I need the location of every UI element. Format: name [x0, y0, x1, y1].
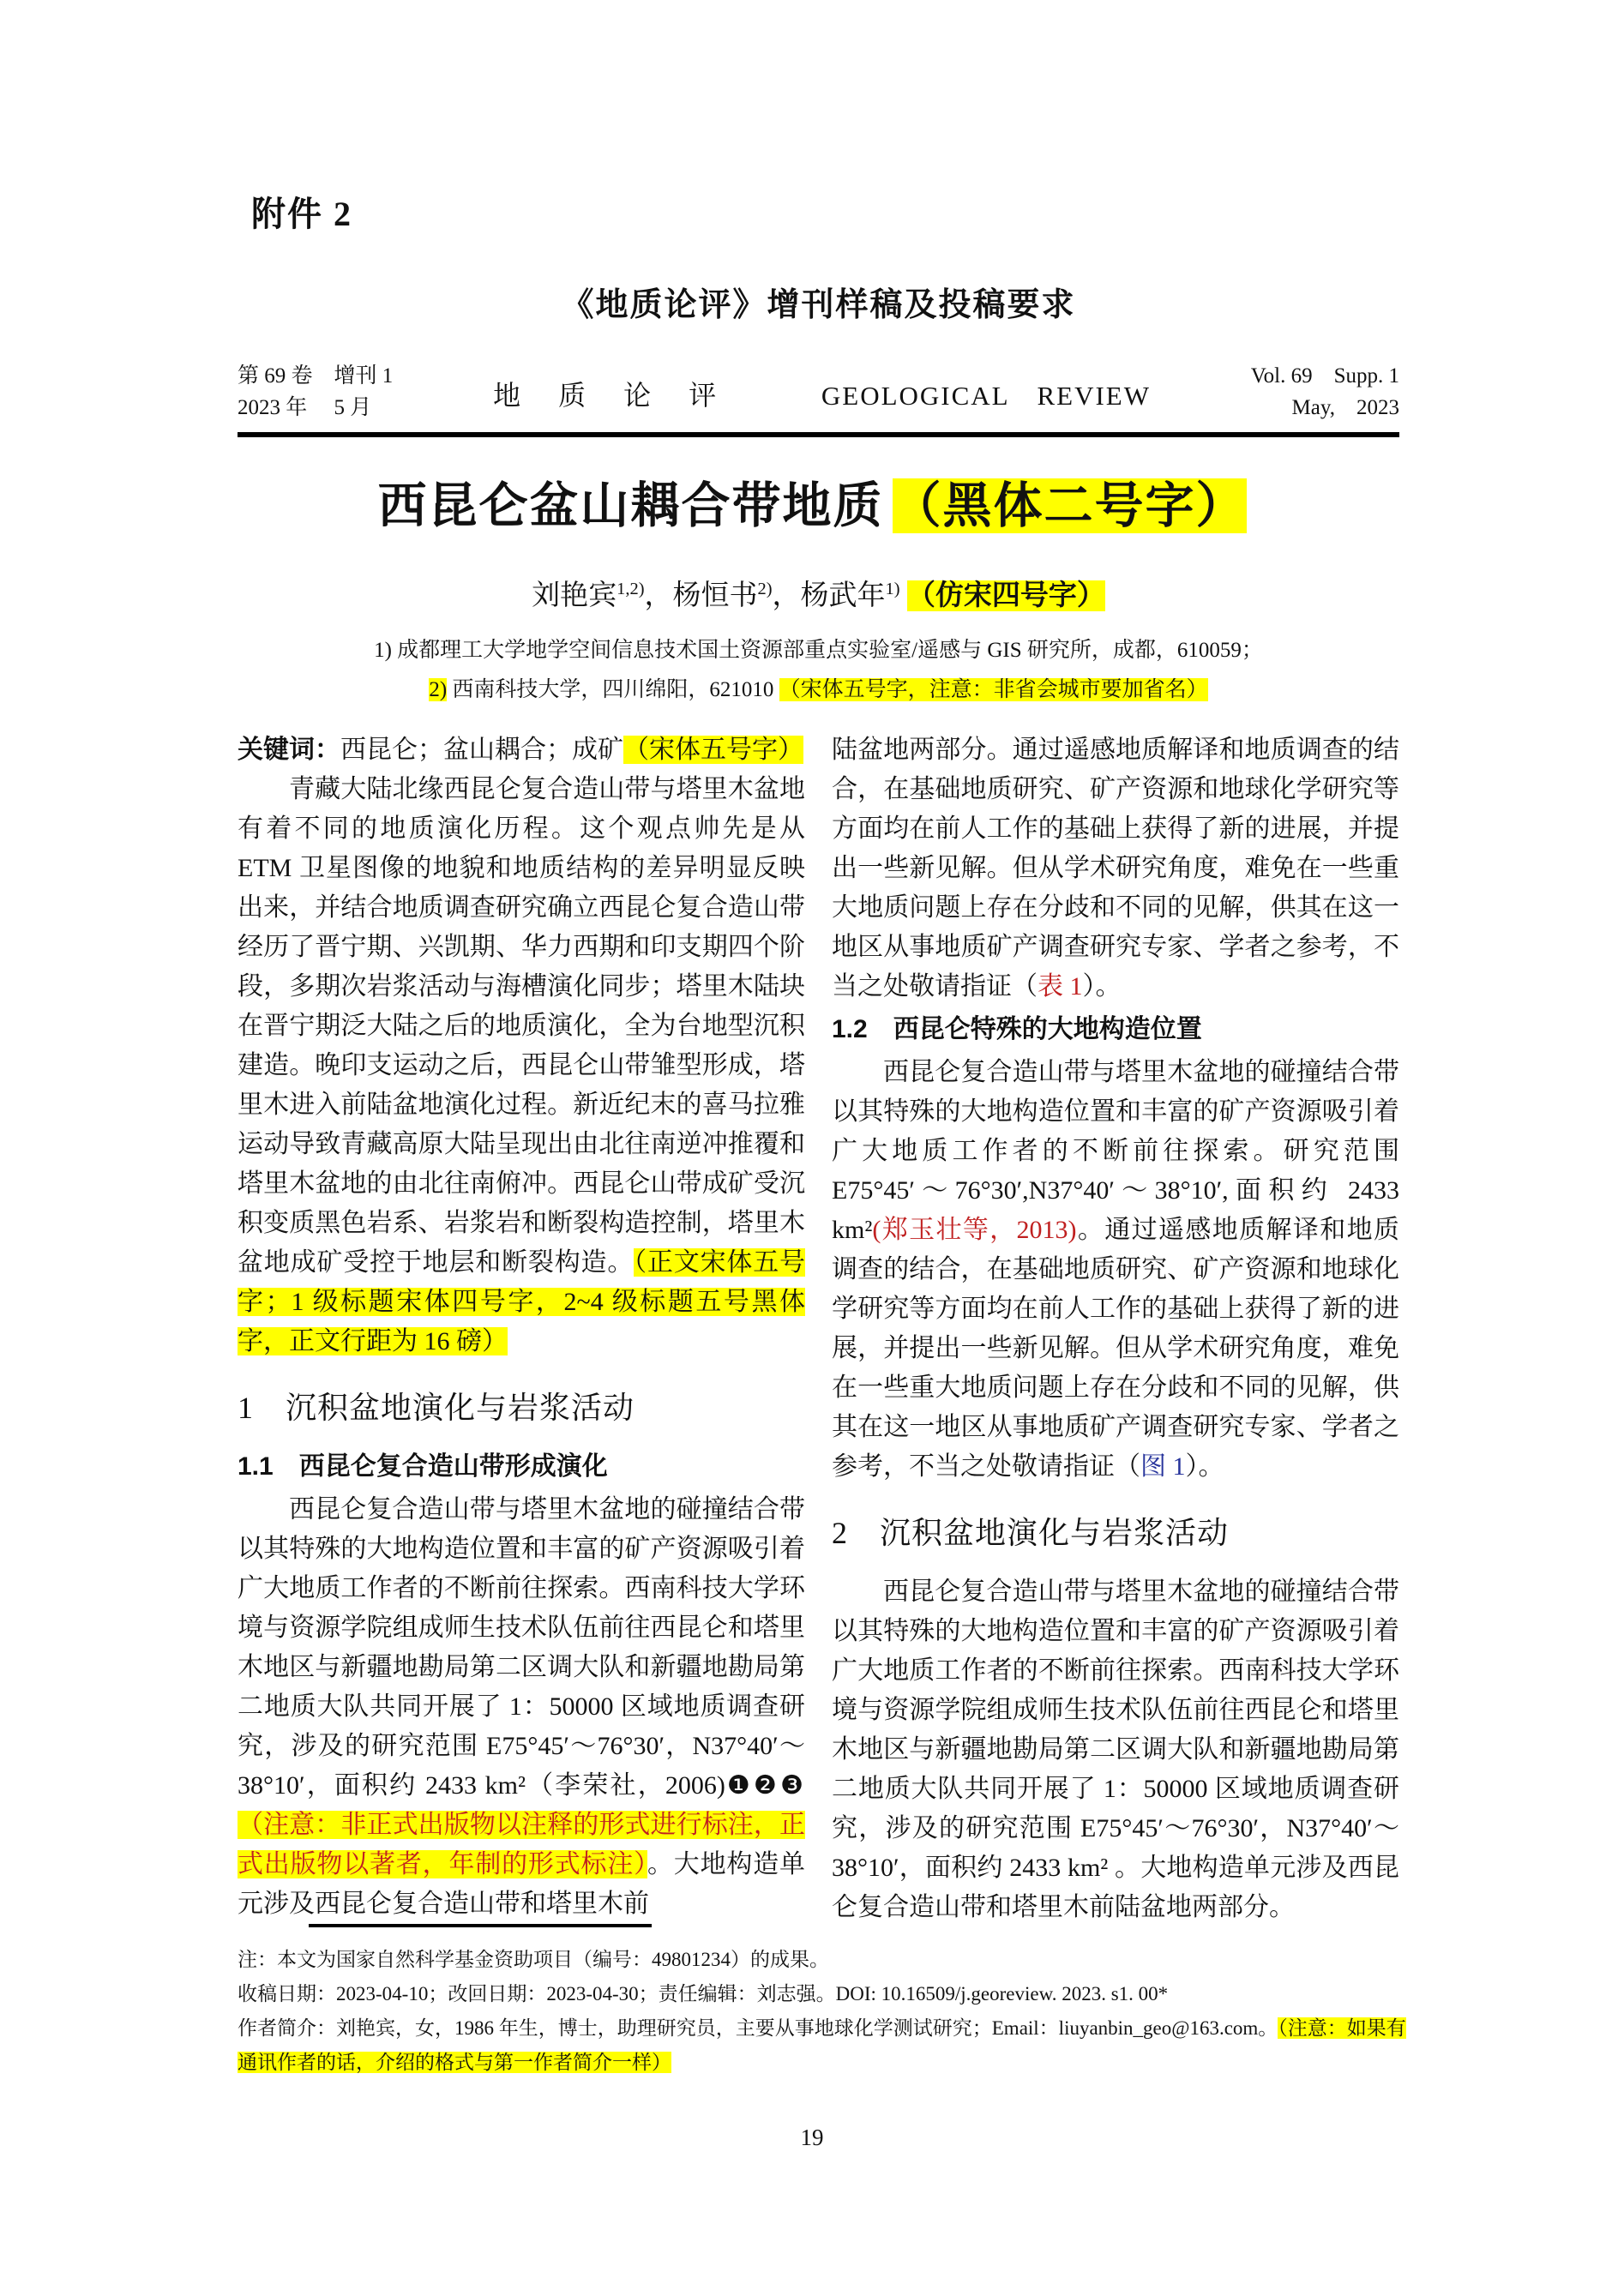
keywords-line [238, 730, 805, 770]
continuation-paragraph [832, 730, 1399, 1007]
section-1-2-paragraph [832, 1053, 1399, 1487]
journal-name-en: GEOLOGICAL REVIEW [821, 381, 1151, 411]
authors-font-note: （仿宋四号字） [906, 580, 1105, 611]
text-segment: 1 沉积盆地演化与岩浆活动 [238, 1391, 635, 1425]
affiliation-text: 1) 成都理工大学地学空间信息技术国土资源部重点实验室/遥感与 GIS 研究所，成都，610059； [374, 639, 1263, 662]
footnote-markers: ❶❷❸ [725, 1770, 805, 1800]
text-segment: 西昆仑复合造山带与塔里木盆地的碰撞结合带以其特殊的大地构造位置和丰富的矿产资源吸引着广大地质工作者的不断前往探索。西南科技大学环境与资源学院组成师生技术队伍前往西昆仑和塔里木地区与新疆地勘局第二区调大队和新疆地勘局第二地质大队共同开展了 1：50000 区域地质调查研究，涉及的研究范围 E75°45′～76°30′，N37°40′～38°10′，面积约 2433 km² 。大地构造单元涉及西昆仑复合造山带和塔里木前陆盆地两部分。 [832, 1578, 1399, 1921]
journal-volume-en [1251, 360, 1399, 424]
section-1-2-heading [832, 1010, 1399, 1049]
author-name: ，杨恒书 [644, 580, 758, 611]
attachment-label: 附件 2 [251, 195, 352, 233]
keywords-values: 西昆仑；盆山耦合；成矿 [340, 736, 623, 764]
author-name: ，杨武年 [772, 580, 886, 611]
author-bio: 作者简介：刘艳宾，女，1986 年生，博士，助理研究员，主要从事地球化学测试研究；Email：liuyanbin_geo@163.com。 [238, 2017, 1278, 2039]
text-segment: 1.2 西昆仑特殊的大地构造位置 [832, 1015, 1202, 1043]
literature-citation: (郑玉壮等，2013) [872, 1216, 1077, 1244]
section-1-1-paragraph [238, 1490, 805, 1924]
journal-volume-cn [238, 360, 393, 424]
author-name: 刘艳宾 [532, 580, 617, 611]
journal-volume-en-line2: May, 2023 [1291, 396, 1399, 419]
section-1-1-heading [238, 1447, 805, 1487]
abstract-paragraph [238, 770, 805, 1361]
keywords-label: 关键词： [238, 736, 340, 764]
text-segment [900, 580, 907, 611]
figure-reference: 图 1 [1140, 1452, 1186, 1481]
text-segment: 西昆仑复合造山带与塔里木盆地的碰撞结合带以其特殊的大地构造位置和丰富的矿产资源吸引着广大地质工作者的不断前往探索。研究范围 E75°45′～76°30′,N37°40′～38°10′,面积约 2433 km² [832, 1058, 1399, 1244]
page-number: 19 [800, 2125, 824, 2150]
author-affiliation-mark: 1) [885, 580, 900, 598]
affiliation-font-note: （宋体五号字，注意：非省会城市要加省名） [779, 678, 1208, 701]
article-title-text: 西昆仑盆山耦合带地质 [377, 478, 884, 533]
journal-volume-cn-line2: 2023 年 5 月 [238, 396, 372, 419]
footnote-funding: 注：本文为国家自然科学基金资助项目（编号：49801234）的成果。 [238, 1949, 829, 1970]
keywords-font-note: （宋体五号字） [623, 736, 803, 764]
text-segment: 。大地构造单元涉及西昆仑复合造山带和塔里木前 [238, 1850, 806, 1918]
text-segment: ）。 [1185, 1452, 1224, 1481]
body-font-note: （正文宋体五号字；1 级标题宋体四号字，2~4 级标题五号黑体字，正文行距为 16 磅） [238, 1248, 806, 1355]
table-reference: 表 1 [1038, 972, 1083, 1001]
body-columns [238, 730, 1399, 1927]
text-segment: ）。 [1082, 972, 1122, 1001]
citation-style-note: （注意：非正式出版物以注释的形式进行标注，正式出版物以著者，年制的形式标注） [238, 1811, 805, 1878]
footnote-rule [309, 1924, 652, 1927]
title-font-note: （黑体二号字） [892, 478, 1247, 533]
affiliation-text: 西南科技大学，四川绵阳，621010 [447, 678, 779, 701]
section-2-heading [832, 1512, 1399, 1554]
header-rule [238, 432, 1399, 437]
footnote-author-bio [238, 2011, 1408, 2080]
affiliation-number: 2) [429, 678, 448, 701]
author-affiliation-mark: 2) [757, 580, 773, 598]
journal-name-cn: 地 质 论 评 [493, 380, 722, 411]
column-left [238, 730, 805, 1927]
text-segment: 1.1 西昆仑复合造山带形成演化 [238, 1452, 608, 1481]
article-title [0, 466, 1624, 537]
text-segment: 陆盆地两部分。通过遥感地质解译和地质调查的结合，在基础地质研究、矿产资源和地球化学研究等方面均在前人工作的基础上获得了新的进展，并提出一些新见解。但从学术研究角度，难免在一些重大地质问题上存在分歧和不同的见解，供其在这一地区从事地质矿产调查研究专家、学者之参考，不当之处敬请指证（ [832, 736, 1399, 1001]
corresponding-author-note: （注意：如果有通讯作者的话，介绍的格式与第一作者简介一样） [238, 2017, 1406, 2073]
journal-header [238, 360, 1399, 424]
authors-line [238, 573, 1399, 613]
text-segment: 西昆仑复合造山带与塔里木盆地的碰撞结合带以其特殊的大地构造位置和丰富的矿产资源吸引着广大地质工作者的不断前往探索。西南科技大学环境与资源学院组成师生技术队伍前往西昆仑和塔里木地区与新疆地勘局第二区调大队和新疆地勘局第二地质大队共同开展了 1：50000 区域地质调查研究，涉及的研究范围 E75°45′～76°30′，N37°40′～38°10′，面积约 2433 km²（李荣社，2006) [238, 1495, 805, 1800]
journal-volume-en-line1: Vol. 69 Supp. 1 [1250, 364, 1399, 388]
footnotes [238, 1943, 1408, 2080]
text-segment: 2 沉积盆地演化与岩浆活动 [832, 1516, 1230, 1550]
footnote-dates-doi: 收稿日期：2023-04-10；改回日期：2023-04-30；责任编辑：刘志强。DOI: 10.16509/j.georeview. 2023. s1. 00* [238, 1983, 1169, 2004]
text-segment: 青藏大陆北缘西昆仑复合造山带与塔里木盆地有着不同的地质演化历程。这个观点帅先是从 ETM 卫星图像的地貌和地质结构的差异明显反映出来，并结合地质调查研究确立西昆仑复合造山带经历了晋宁期、兴凯期、华力西期和印支期四个阶段，多期次岩浆活动与海槽演化同步；塔里木陆块在晋宁期泛大陆之后的地质演化，全为台地型沉积建造。晚印支运动之后，西昆仑山带雏型形成，塔里木进入前陆盆地演化过程。新近纪末的喜马拉雅运动导致青藏高原大陆呈现出由北往南逆冲推覆和塔里木盆地的由北往南俯冲。西昆仑山带成矿受沉积变质黑色岩系、岩浆岩和断裂构造控制，塔里木盆地成矿受控于地层和断裂构造。 [238, 775, 805, 1277]
section-2-paragraph [832, 1572, 1399, 1927]
author-affiliation-mark: 1,2) [617, 580, 645, 598]
text-segment: 。通过遥感地质解译和地质调查的结合，在基础地质研究、矿产资源和地球化学研究等方面均在前人工作的基础上获得了新的进展，并提出一些新见解。但从学术研究角度，难免在一些重大地质问题上存在分歧和不同的见解，供其在这一地区从事地质矿产调查研究专家、学者之参考，不当之处敬请指证（ [832, 1216, 1400, 1481]
journal-volume-cn-line1: 第 69 卷 增刊 1 [238, 364, 394, 388]
doc-title: 《地质论评》增刊样稿及投稿要求 [561, 287, 1076, 323]
column-right [832, 730, 1399, 1927]
section-1-heading [238, 1387, 805, 1428]
affiliation-1 [238, 633, 1399, 664]
affiliation-2 [238, 672, 1399, 703]
